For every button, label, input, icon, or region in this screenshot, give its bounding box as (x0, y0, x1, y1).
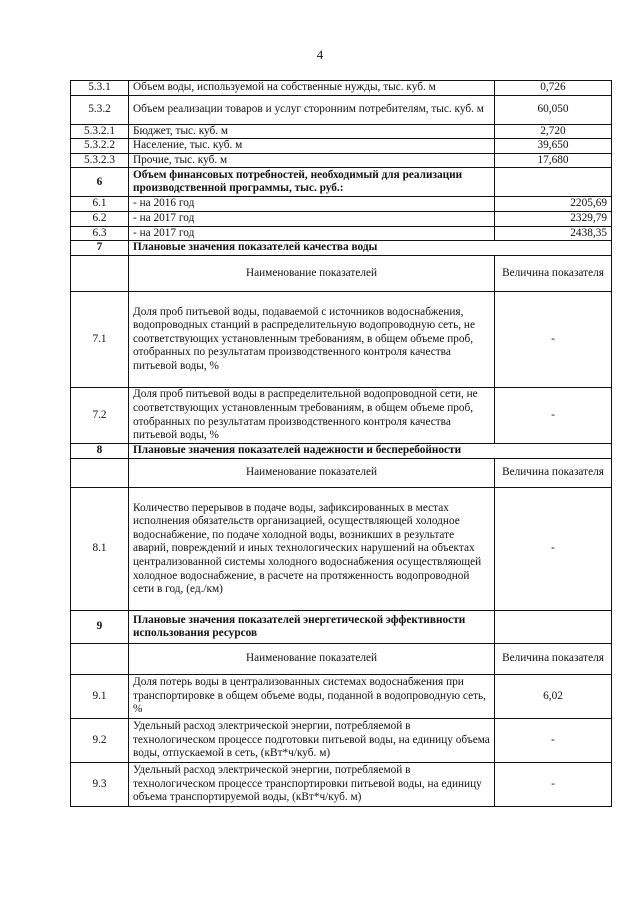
row-description: Удельный расход электрической энергии, потребляемой в технологическом процессе подготовки питьевой воды, на единицу объема воды, отпускаемой в сеть, (кВт*ч/куб. м) (129, 719, 495, 763)
table-row (71, 153, 612, 168)
table-row (71, 139, 612, 154)
row-description: Прочие, тыс. куб. м (129, 153, 495, 168)
row-value: 39,650 (495, 139, 612, 154)
row-description: Доля проб питьевой воды, подаваемой с источников водоснабжения, водопроводных станций в распределительную водопроводную сеть, не соответствующих установленным требованиям, в общем объеме проб, отобранных по результатам производственного контроля качества питьевой воды, % (129, 292, 495, 388)
empty-cell (495, 611, 612, 644)
table-row (71, 388, 612, 444)
section-title: Плановые значения показателей качества воды (129, 241, 612, 256)
header-indicator-value: Величина показателя (495, 644, 612, 675)
header-indicator-value: Величина показателя (495, 459, 612, 488)
section-8-row (71, 444, 612, 459)
empty-cell (71, 644, 129, 675)
row-number: 7.2 (71, 388, 129, 444)
table-row (71, 211, 612, 226)
program-indicators-table (70, 80, 612, 807)
row-description: Объем реализации товаров и услуг сторонним потребителям, тыс. куб. м (129, 95, 495, 124)
row-description: Доля проб питьевой воды в распределительной водопроводной сети, не соответствующих установленным требованиям, в общем объеме проб, отобранных по результатам производственного контроля качества питьевой воды, % (129, 388, 495, 444)
row-description: Количество перерывов в подаче воды, зафиксированных в местах исполнения обязательств организацией, осуществляющей холодное водоснабжение, по подаче холодной воды, возникших в результате аварий, повреждений и иных технологических нарушений на объектах централизованной системы холодного водоснабжения осуществляющей холодное водоснабжение, в расчете на протяженность водопроводной сети в год, (ед./км) (129, 488, 495, 611)
column-header-row (71, 256, 612, 292)
row-value: 2329,79 (495, 211, 612, 226)
row-value: 2,720 (495, 124, 612, 139)
page-number: 4 (316, 47, 324, 62)
row-description: - на 2017 год (129, 211, 495, 226)
table-row (71, 763, 612, 807)
table-row (71, 124, 612, 139)
empty-cell (71, 256, 129, 292)
row-description: Объем воды, используемой на собственные нужды, тыс. куб. м (129, 81, 495, 96)
column-header-row (71, 644, 612, 675)
row-value: 60,050 (495, 95, 612, 124)
row-number: 5.3.2 (71, 95, 129, 124)
row-number: 6.2 (71, 211, 129, 226)
table-row (71, 197, 612, 212)
row-value: - (495, 292, 612, 388)
row-number: 9.3 (71, 763, 129, 807)
row-number: 7.1 (71, 292, 129, 388)
header-indicator-name: Наименование показателей (129, 256, 495, 292)
row-number: 5.3.2.3 (71, 153, 129, 168)
row-number: 5.3.1 (71, 81, 129, 96)
row-description: Бюджет, тыс. куб. м (129, 124, 495, 139)
table-row (71, 81, 612, 96)
table-row (71, 675, 612, 719)
section-number: 6 (71, 168, 129, 197)
section-title: Плановые значения показателей надежности и бесперебойности (129, 444, 612, 459)
empty-cell (495, 168, 612, 197)
header-indicator-name: Наименование показателей (129, 459, 495, 488)
row-value: - (495, 388, 612, 444)
row-description: Доля потерь воды в централизованных системах водоснабжения при транспортировке в общем объеме воды, поданной в водопроводную сеть, % (129, 675, 495, 719)
row-value: 6,02 (495, 675, 612, 719)
row-value: 2205,69 (495, 197, 612, 212)
table-row (71, 292, 612, 388)
row-number: 9.2 (71, 719, 129, 763)
row-value: - (495, 763, 612, 807)
row-value: 17,680 (495, 153, 612, 168)
section-title: Плановые значения показателей энергетической эффективности использования ресурсов (129, 611, 495, 644)
section-number: 9 (71, 611, 129, 644)
row-description: Население, тыс. куб. м (129, 139, 495, 154)
column-header-row (71, 459, 612, 488)
row-value: - (495, 719, 612, 763)
section-title: Объем финансовых потребностей, необходимый для реализации производственной программы, тыс. руб.: (129, 168, 495, 197)
section-6-row (71, 168, 612, 197)
table-row (71, 226, 612, 241)
row-value: 2438,35 (495, 226, 612, 241)
section-7-row (71, 241, 612, 256)
table-row (71, 719, 612, 763)
section-number: 7 (71, 241, 129, 256)
header-indicator-value: Величина показателя (495, 256, 612, 292)
empty-cell (71, 459, 129, 488)
table-row (71, 488, 612, 611)
section-number: 8 (71, 444, 129, 459)
row-description: - на 2016 год (129, 197, 495, 212)
header-indicator-name: Наименование показателей (129, 644, 495, 675)
row-value: 0,726 (495, 81, 612, 96)
row-description: - на 2017 год (129, 226, 495, 241)
row-value: - (495, 488, 612, 611)
row-number: 8.1 (71, 488, 129, 611)
table-row (71, 95, 612, 124)
row-number: 6.3 (71, 226, 129, 241)
row-number: 9.1 (71, 675, 129, 719)
row-description: Удельный расход электрической энергии, потребляемой в технологическом процессе транспортировки питьевой воды, на единицу объема транспортируемой воды, (кВт*ч/куб. м) (129, 763, 495, 807)
row-number: 5.3.2.2 (71, 139, 129, 154)
section-9-row (71, 611, 612, 644)
row-number: 5.3.2.1 (71, 124, 129, 139)
row-number: 6.1 (71, 197, 129, 212)
